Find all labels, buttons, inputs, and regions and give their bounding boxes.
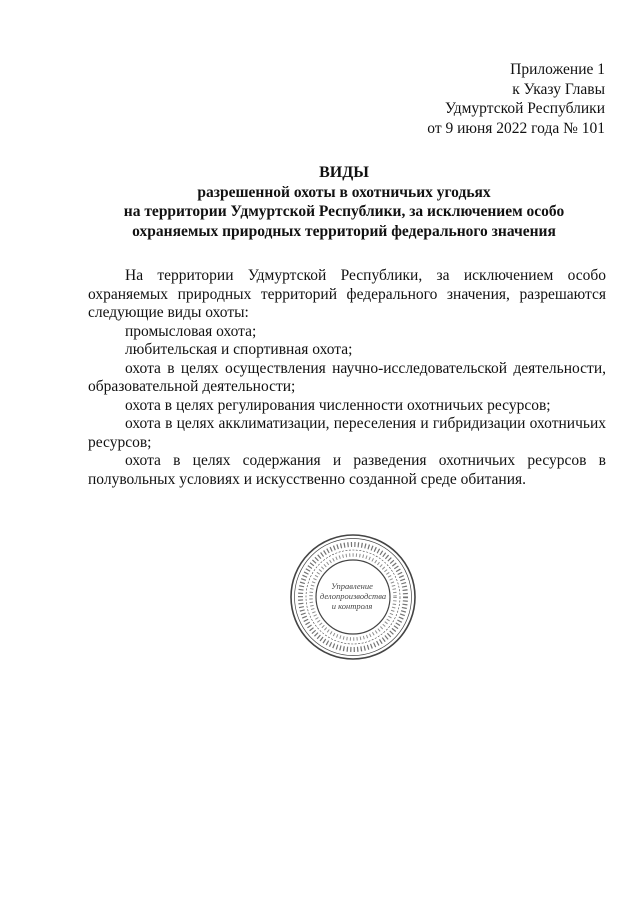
heading-line-1: разрешенной охоты в охотничьих угодьях [197, 183, 491, 201]
stamp-text-line-1: Управление [331, 581, 373, 591]
document-body [88, 267, 606, 489]
intro-paragraph: На территории Удмуртской Республики, за исключением особо охраняемых природных территорий федерального значения, разрешаются следующие виды охоты: [88, 267, 606, 321]
appendix-block [427, 60, 605, 138]
hunting-type-item: промысловая охота; [125, 322, 257, 340]
official-seal-stamp [288, 532, 418, 662]
hunting-type-item: охота в целях акклиматизации, переселения и гибридизации охотничьих ресурсов; [88, 415, 606, 451]
appendix-line-2: к Указу Главы [512, 80, 605, 98]
document-heading [88, 163, 600, 241]
hunting-type-item: охота в целях осуществления научно-исследовательской деятельности, образовательной деятельности; [88, 359, 606, 395]
appendix-line-3: Удмуртской Республики [444, 100, 605, 117]
appendix-line-1: Приложение 1 [510, 61, 605, 78]
heading-line-2: на территории Удмуртской Республики, за исключением особо [123, 203, 565, 220]
stamp-text-line-2: делопроизводства [319, 591, 387, 601]
heading-line-3: охраняемых природных территорий федерального значения [132, 222, 556, 240]
document-title: ВИДЫ [319, 164, 369, 181]
stamp-text-line-3: и контроля [331, 601, 373, 611]
hunting-type-item: охота в целях регулирования численности охотничьих ресурсов; [125, 396, 551, 414]
hunting-type-item: любительская и спортивная охота; [125, 341, 353, 358]
appendix-line-4: от 9 июня 2022 года № 101 [427, 119, 605, 137]
hunting-type-item: охота в целях содержания и разведения охотничьих ресурсов в полувольных условиях и искусственно созданной среде обитания. [88, 452, 606, 488]
